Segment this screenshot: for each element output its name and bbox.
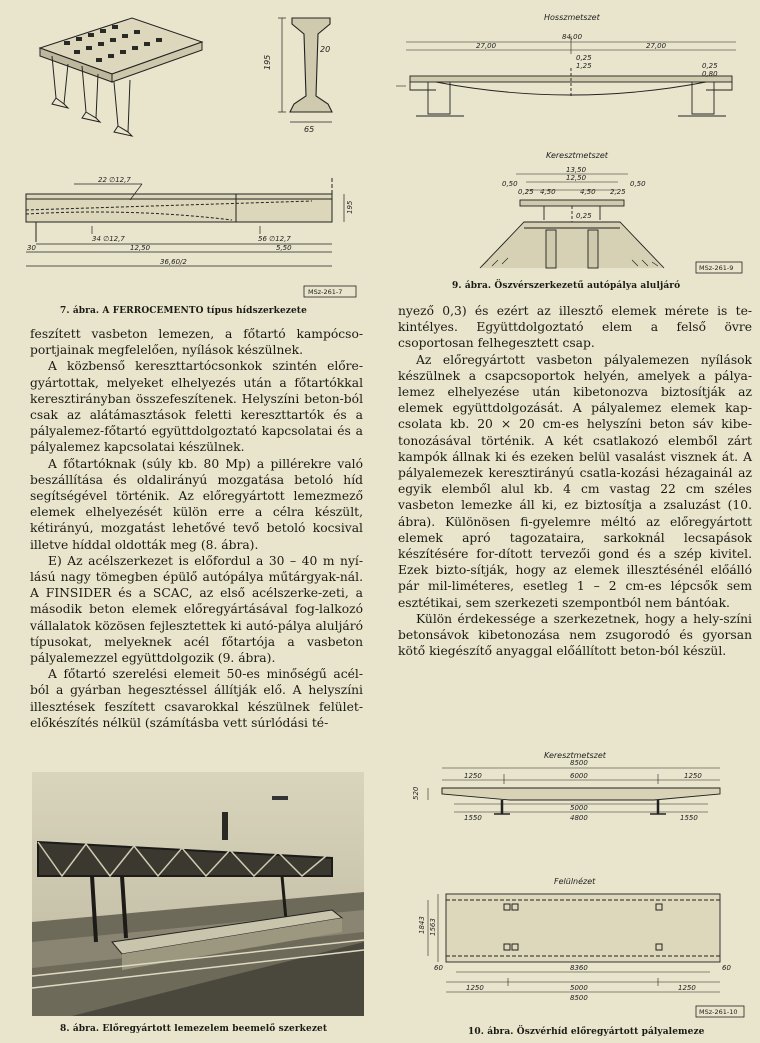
fig10-plan-len: 8360 bbox=[570, 964, 588, 972]
dim-20: 20 bbox=[320, 45, 331, 54]
fig9-stamp: MSz-261-9 bbox=[699, 264, 734, 272]
dim-3660: 36,60/2 bbox=[160, 258, 187, 266]
figure-9 bbox=[396, 8, 748, 278]
fig10-cross-title: Keresztmetszet bbox=[544, 751, 606, 760]
left-column-text bbox=[30, 326, 363, 731]
fig10-cross-bot: 5000 bbox=[570, 804, 588, 812]
fig9-cross-a: 0,50 bbox=[502, 180, 518, 188]
tendon-top-label: 22 ∅12,7 bbox=[98, 176, 131, 184]
fig10-cross-m: 6000 bbox=[570, 772, 588, 780]
fig10-plan-a: 60 bbox=[434, 964, 443, 972]
ferrocemento-elevation bbox=[26, 178, 344, 266]
fig7-stamp: MSz-261-7 bbox=[308, 288, 343, 296]
left-paragraph-5: A főtartó szerelési elemeit 50-es minőségű acél-ból a gyárban hegesztéssel állítják elő. A helyszíni illesztések feszített csavarokkal készülnek felület-előkészítés nélkül (számításba vett súrlódási té- bbox=[30, 667, 363, 730]
fig9-dim-right: 27,00 bbox=[646, 42, 667, 50]
fig10-plan-h1: 1843 bbox=[418, 916, 426, 934]
left-paragraph-4: E) Az acélszerkezet is előfordul a 30 – 40 m nyí-lású nagy tömegben épülő autópálya műtárgyak-nál. A FINSIDER és a SCAC, az első acélszerke-zeti, a második beton elemek előregyártásával fog-lalkozó vállalatok közösen fejlesztettek ki autó-pálya aluljáró típusokat, melyeknek acél főtartója a vasbeton pályalemezzel együttdolgozik (9. ábra). bbox=[30, 553, 363, 666]
fig9-cross-e: 2,25 bbox=[610, 188, 626, 196]
ferrocemento-cross-section bbox=[278, 18, 332, 122]
dim-30: 30 bbox=[27, 244, 36, 252]
fig9-cross-b: 0,25 bbox=[518, 188, 534, 196]
fig9-cross-top: 13,50 bbox=[566, 166, 587, 174]
left-paragraph-2: A közbenső kereszttartócsonkok szintén előre-gyártottak, melyeket elhelyezés után a főtartókkal keresztirányban összefeszítenek. Helyszíni beton-ból csak az alátámasztások feletti kereszttartók és a pályalemez-főtartó együttdolgoztató kapcsolatai és a pályalemez kapcsolatai készülnek. bbox=[30, 359, 363, 455]
fig10-cross-l: 1250 bbox=[464, 772, 482, 780]
dim-195: 195 bbox=[263, 54, 272, 70]
right-column-text bbox=[398, 303, 752, 659]
figure-10 bbox=[404, 744, 750, 1030]
fig10-plan-tot: 8500 bbox=[570, 994, 588, 1002]
dim-1250: 12,50 bbox=[130, 244, 151, 252]
fig10-cross-b1: 1550 bbox=[464, 814, 482, 822]
fig10-plan-h2: 1563 bbox=[429, 918, 437, 936]
fig9-long-title: Hosszmetszet bbox=[544, 13, 600, 22]
fig9-cross-section bbox=[480, 174, 664, 268]
fig10-plan-l1: 1250 bbox=[466, 984, 484, 992]
fig10-cross-b3: 1550 bbox=[680, 814, 698, 822]
dim-550: 5,50 bbox=[276, 244, 292, 252]
fig9-dim-t1: 0,25 bbox=[576, 54, 592, 62]
fig7-caption: 7. ábra. A FERROCEMENTO típus hídszerkezete bbox=[60, 306, 307, 316]
fig9-dim-t2: 1,25 bbox=[576, 62, 592, 70]
figure-7 bbox=[12, 8, 362, 308]
tendon-b2-label: 56 ∅12,7 bbox=[258, 235, 291, 243]
tendon-b1-label: 34 ∅12,7 bbox=[92, 235, 125, 243]
fig9-cross-c: 4,50 bbox=[540, 188, 556, 196]
fig10-plan-title: Felülnézet bbox=[554, 877, 596, 886]
right-paragraph-3: Külön érdekessége a szerkezetnek, hogy a hely-színi betonsávok kibetonozása nem zsugorodó és gyorsan kötő kiegészítő anyaggal előállított beton-ból készül. bbox=[398, 611, 752, 659]
fig8-caption: 8. ábra. Előregyártott lemezelem beemelő szerkezet bbox=[60, 1024, 328, 1034]
dim-h195: 195 bbox=[346, 200, 354, 214]
fig9-dim-t4: 0,80 bbox=[702, 70, 718, 78]
ferrocemento-isometric-sketch bbox=[40, 18, 202, 136]
fig9-cross-g: 0,25 bbox=[576, 212, 592, 220]
left-paragraph-1: feszített vasbeton lemezen, a főtartó kampócso-portjainak megfelelően, nyílások készülnek. bbox=[30, 327, 363, 358]
fig10-plan-b: 60 bbox=[722, 964, 731, 972]
fig10-plan-l2: 5000 bbox=[570, 984, 588, 992]
fig9-dim-left: 27,00 bbox=[476, 42, 497, 50]
right-paragraph-2: Az előregyártott vasbeton pályalemezen nyílások készülnek a csapcsoportok helyén, amelyek a pálya-lemez elhelyezése után kibetonozva biztosítják az elemek együttdolgozását. A pályalemez elemek kap-csolata kb. 20 × 20 cm-es helyszíni beton sáv kibe-tonozásával történik. A két csatlakozó elemből zárt kampók állnak ki és ezeken belül vasalást visznek át. A pályalemezek keresztirányú csatla-kozási hézagainál az egyik elemből alul kb. 4 cm vastag 22 cm széles vasbeton lemezke áll ki, ez biztosítja a zsaluzást (10. ábra). Különösen fi-gyelemre méltó az előregyártott elemek apró tagozataira, sarkoknál lecsapások készítésére for-dított tervezői gond és a szép kivitel. Ezek bizto-sítják, hogy az elemek illesztésénél előálló pár mil-liméteres, esetleg 1 – 2 cm-es lépcsők sem esztétikai, sem szerkezeti szempontból nem bántóak. bbox=[398, 352, 752, 610]
fig9-cross-d: 4,50 bbox=[580, 188, 596, 196]
fig10-plan-l3: 1250 bbox=[678, 984, 696, 992]
fig10-caption: 10. ábra. Öszvérhíd előregyártott pályalemeze bbox=[468, 1027, 705, 1037]
fig9-longitudinal-section bbox=[396, 36, 736, 116]
right-paragraph-1: nyező 0,3) és ezért az illesztő elemek mérete is te-kintélyes. Együttdolgoztató elem a felső övre csoportosan felhegesztett csap. bbox=[398, 304, 752, 351]
fig9-cross-mid: 12,50 bbox=[566, 174, 587, 182]
fig10-cross-top: 8500 bbox=[570, 759, 588, 767]
fig10-cross-b2: 4800 bbox=[570, 814, 588, 822]
left-paragraph-3: A főtartóknak (súly kb. 80 Mp) a pillérekre való beszállítása és oldalirányú mozgatása betoló híd segítségével történik. Az előregyártott lemezmező elemek elhelyezését külön erre a célra készült, kétirányú, mozgatást lehetővé tevő betoló kocsival illetve híddal oldották meg (8. ábra). bbox=[30, 456, 363, 552]
fig9-caption: 9. ábra. Öszvérszerkezetű autópálya aluljáró bbox=[452, 281, 681, 291]
fig10-cross-r: 1250 bbox=[684, 772, 702, 780]
fig10-stamp: MSz-261-10 bbox=[699, 1008, 738, 1016]
fig9-dim-t3: 0,25 bbox=[702, 62, 718, 70]
fig8-photo bbox=[32, 772, 364, 1016]
fig9-cross-title: Keresztmetszet bbox=[546, 151, 608, 160]
fig9-dim-total: 84,00 bbox=[562, 33, 583, 41]
fig9-cross-f: 0,50 bbox=[630, 180, 646, 188]
fig10-cross-h: 520 bbox=[412, 786, 420, 800]
dim-65: 65 bbox=[304, 125, 315, 134]
fig10-plan-view bbox=[428, 894, 720, 992]
